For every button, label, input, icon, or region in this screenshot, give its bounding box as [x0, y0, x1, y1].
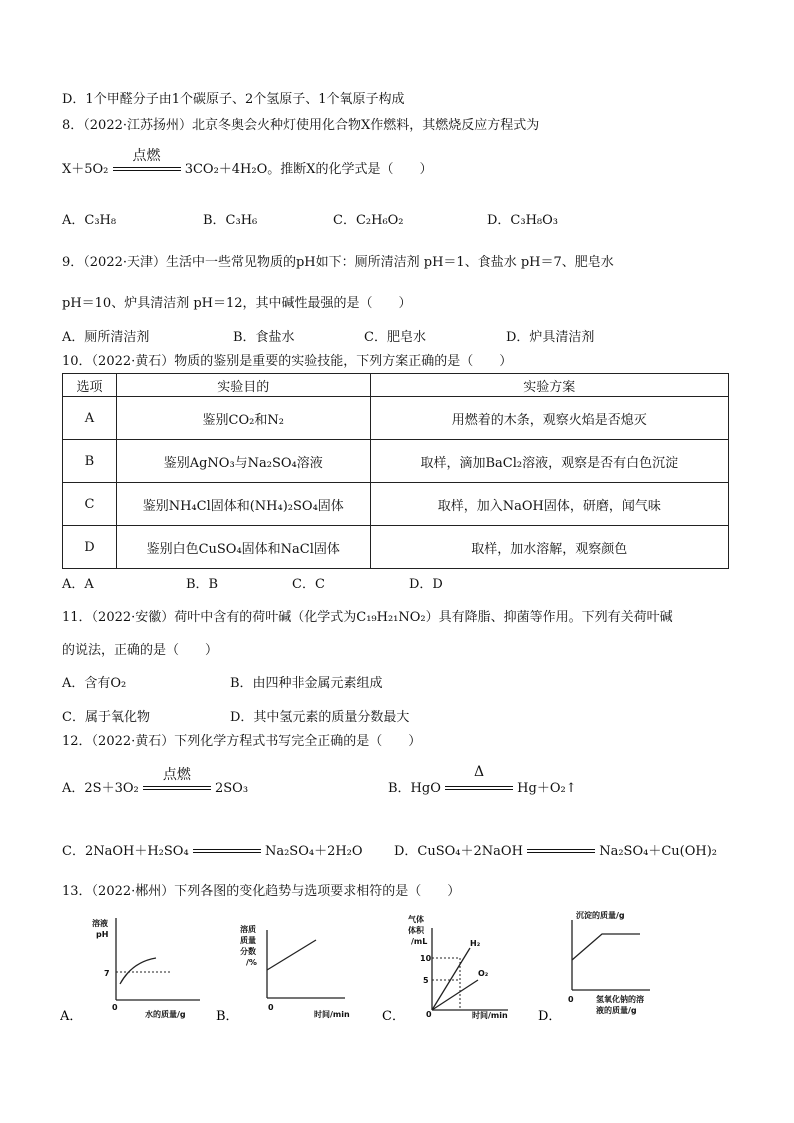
graph-c-option: C．: [382, 1009, 405, 1024]
graph-b-ylabel: /%: [246, 958, 257, 967]
graph-c-ylabel: /mL: [411, 937, 428, 946]
q9-option-a: A．厕所清洁剂: [62, 330, 150, 345]
table-row: [63, 526, 729, 569]
q8-option-d: D．C₃H₈O₃: [487, 213, 558, 228]
q10-option-c: C．C: [292, 577, 325, 592]
graph-a-option: A．: [60, 1009, 83, 1024]
table-cell: A: [63, 397, 117, 440]
graph-b-ylabel: 质量: [240, 936, 256, 945]
reaction-arrow: 点燃: [113, 161, 181, 179]
reaction-arrow: [527, 843, 595, 861]
table-cell: 鉴别CO₂和N₂: [116, 397, 370, 440]
table-cell: 取样，加水溶解，观察颜色: [370, 526, 728, 569]
graph-c-series-label: O₂: [478, 969, 489, 978]
table-cell: 鉴别AgNO₃与Na₂SO₄溶液: [116, 440, 370, 483]
graph-c: [382, 914, 508, 1024]
question-13: 13．（2022·郴州）下列各图的变化趋势与选项要求相符的是（ ）: [62, 884, 461, 899]
question-9-line2: pH＝10、炉具清洁剂 pH＝12，其中碱性最强的是（ ）: [62, 296, 412, 311]
eq-right: Hg＋O₂↑: [517, 781, 577, 796]
q12-option-a: [62, 766, 249, 798]
eq-left: D．CuSO₄＋2NaOH: [394, 844, 523, 859]
table-cell: C: [63, 483, 117, 526]
graph-d-xlabel: 氢氧化钠的溶: [596, 995, 644, 1004]
q10-table: [62, 373, 729, 569]
question-11-line1: 11．（2022·安徽）荷叶中含有的荷叶碱（化学式为C₁₉H₂₁NO₂）具有降脂、抑菌等作用。下列有关荷叶碱: [62, 610, 673, 625]
reaction-arrow: [193, 843, 261, 861]
q11-option-d: D．其中氢元素的质量分数最大: [230, 710, 410, 725]
table-cell: B: [63, 440, 117, 483]
question-12: 12．（2022·黄石）下列化学方程式书写完全正确的是（ ）: [62, 734, 422, 749]
reaction-arrow: Δ: [445, 780, 513, 798]
question-10: 10．（2022·黄石）物质的鉴别是重要的实验技能，下列方案正确的是（ ）: [62, 354, 513, 369]
q11-option-c: C．属于氧化物: [62, 710, 150, 725]
q10-option-d: D．D: [409, 577, 443, 592]
graph-c-origin: 0: [426, 1010, 432, 1019]
q7-option-d: D．1个甲醛分子由1个碳原子、2个氢原子、1个氧原子构成: [62, 92, 405, 107]
graph-a-origin: 0: [112, 1003, 118, 1012]
eq-left: A．2S＋3O₂: [62, 781, 139, 796]
graph-d: [538, 910, 650, 1024]
table-header-row: [63, 374, 729, 397]
table-row: [63, 397, 729, 440]
q12-option-b: [388, 763, 577, 798]
graph-c-ylabel: 体积: [408, 926, 424, 935]
graph-b-ylabel: 溶质: [240, 925, 256, 934]
table-cell: 用燃着的木条，观察火焰是否熄灭: [370, 397, 728, 440]
eq-right: Na₂SO₄＋2H₂O: [264, 844, 363, 859]
q9-option-b: B．食盐水: [233, 330, 295, 345]
eq-right: 2SO₃: [215, 781, 249, 796]
graph-b: [216, 924, 350, 1024]
q8-eq-right: 3CO₂＋4H₂O。推断X的化学式是（ ）: [184, 162, 433, 177]
q8-option-c: C．C₂H₆O₂: [333, 213, 404, 228]
question-8: 8．（2022·江苏扬州）北京冬奥会火种灯使用化合物X作燃料，其燃烧反应方程式为: [62, 118, 540, 133]
q10-option-a: A．A: [62, 577, 94, 592]
reaction-arrow: 点燃: [143, 780, 211, 798]
graph-a-xlabel: 水的质量/g: [145, 1010, 186, 1019]
graph-c-series-label: H₂: [470, 939, 481, 948]
table-row: [63, 483, 729, 526]
eq-right: Na₂SO₄＋Cu(OH)₂: [599, 844, 717, 859]
q9-option-d: D．炉具清洁剂: [506, 330, 595, 345]
q8-option-a: A．C₃H₈: [62, 213, 117, 228]
table-cell: 鉴别NH₄Cl固体和(NH₄)₂SO₄固体: [116, 483, 370, 526]
q8-equation: [62, 147, 433, 179]
graph-c-tick: 5: [423, 976, 429, 985]
graph-a-ylabel: 溶液: [92, 919, 108, 928]
question-9-line1: 9．（2022·天津）生活中一些常见物质的pH如下：厕所清洁剂 pH＝1、食盐水 pH＝7、肥皂水: [62, 255, 614, 270]
table-row: [63, 440, 729, 483]
q8-option-b: B．C₃H₆: [203, 213, 258, 228]
eq-left: C．2NaOH＋H₂SO₄: [62, 844, 189, 859]
graph-c-tick: 10: [420, 954, 432, 963]
table-header: 选项: [63, 374, 117, 397]
q9-option-c: C．肥皂水: [364, 330, 426, 345]
graph-c-ylabel: 气体: [408, 915, 424, 924]
graph-a: [60, 918, 200, 1024]
table-header: 实验方案: [370, 374, 728, 397]
table-header: 实验目的: [116, 374, 370, 397]
graph-d-xlabel: 液的质量/g: [596, 1006, 637, 1015]
graph-c-xlabel: 时间/min: [472, 1011, 508, 1020]
graph-b-xlabel: 时间/min: [314, 1010, 350, 1019]
table-cell: 取样，加入NaOH固体，研磨，闻气味: [370, 483, 728, 526]
graph-a-tick: 7: [104, 969, 110, 978]
table-cell: 鉴别白色CuSO₄固体和NaCl固体: [116, 526, 370, 569]
q11-option-b: B．由四种非金属元素组成: [230, 676, 383, 691]
table-cell: D: [63, 526, 117, 569]
q12-option-d: [394, 840, 717, 861]
graph-b-origin: 0: [268, 1003, 274, 1012]
table-cell: 取样，滴加BaCl₂溶液，观察是否有白色沉淀: [370, 440, 728, 483]
graph-b-option: B．: [216, 1009, 239, 1024]
q10-option-b: B．B: [186, 577, 219, 592]
q11-option-a: A．含有O₂: [62, 676, 127, 691]
graph-b-ylabel: 分数: [240, 947, 256, 956]
eq-left: B．HgO: [388, 781, 441, 796]
graph-d-ylabel: 沉淀的质量/g: [576, 911, 625, 920]
q13-graphs: [60, 910, 750, 1030]
graph-d-origin: 0: [568, 995, 574, 1004]
graph-d-option: D．: [538, 1009, 562, 1024]
graph-a-ylabel: pH: [96, 930, 109, 939]
question-11-line2: 的说法，正确的是（ ）: [62, 643, 219, 658]
q8-eq-left: X＋5O₂: [62, 162, 109, 177]
q12-option-c: [62, 840, 363, 861]
